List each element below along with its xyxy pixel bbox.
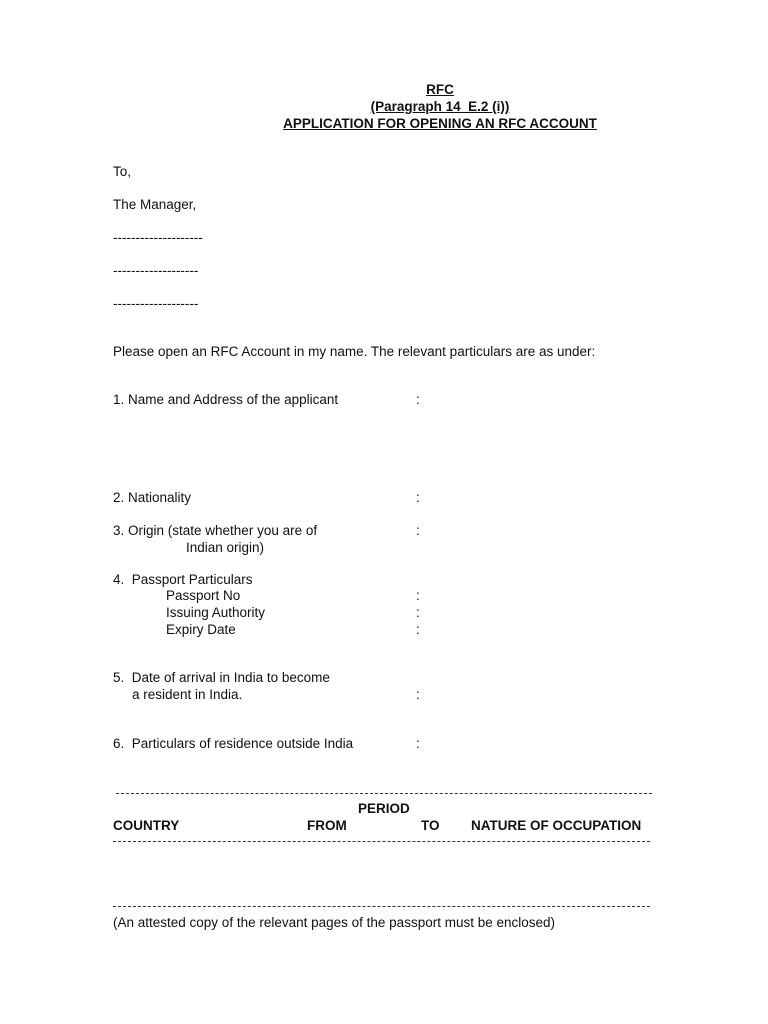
item-arrival-colon: :: [416, 687, 420, 702]
address-blank-line-1: --------------------: [113, 230, 203, 245]
table-bottom-rule: [113, 906, 650, 907]
document-title: APPLICATION FOR OPENING AN RFC ACCOUNT: [283, 116, 597, 131]
item-origin-colon: :: [416, 523, 420, 538]
header-paragraph: (Paragraph 14 E.2 (i)): [370, 99, 510, 114]
issuing-authority-colon: :: [416, 605, 420, 620]
header-rfc: RFC: [426, 82, 454, 97]
expiry-date-label: Expiry Date: [166, 622, 236, 637]
table-top-rule: [116, 793, 652, 794]
table-header-to: TO: [421, 818, 440, 833]
intro-paragraph: Please open an RFC Account in my name. The relevant particulars are as under:: [113, 344, 596, 359]
item-passport-label: 4. Passport Particulars: [113, 572, 253, 587]
passport-no-label: Passport No: [166, 588, 241, 603]
item-arrival-label-continued: a resident in India.: [132, 687, 243, 702]
item-residence-label: 6. Particulars of residence outside India: [113, 736, 354, 751]
table-header-from: FROM: [307, 818, 347, 833]
item-nationality-colon: :: [416, 490, 420, 505]
passport-copy-note: (An attested copy of the relevant pages of the passport must be enclosed): [113, 915, 556, 930]
item-residence-colon: :: [416, 736, 420, 751]
item-origin-label: 3. Origin (state whether you are of: [113, 523, 318, 538]
item-name-address-colon: :: [416, 392, 420, 407]
salutation-to: To,: [113, 164, 132, 179]
item-nationality-label: 2. Nationality: [113, 490, 192, 505]
item-origin-label-continued: Indian origin): [186, 540, 265, 555]
address-blank-line-2: -------------------: [113, 263, 199, 278]
table-header-period: PERIOD: [358, 801, 410, 816]
address-blank-line-3: -------------------: [113, 296, 199, 311]
item-name-address-label: 1. Name and Address of the applicant: [113, 392, 339, 407]
item-arrival-label: 5. Date of arrival in India to become: [113, 670, 330, 685]
passport-no-colon: :: [416, 588, 420, 603]
table-header-nature-of-occupation: NATURE OF OCCUPATION: [471, 818, 642, 833]
expiry-date-colon: :: [416, 622, 420, 637]
issuing-authority-label: Issuing Authority: [166, 605, 266, 620]
table-header-country: COUNTRY: [113, 818, 180, 833]
table-header-rule: [113, 841, 650, 842]
addressee-manager: The Manager,: [113, 197, 197, 212]
